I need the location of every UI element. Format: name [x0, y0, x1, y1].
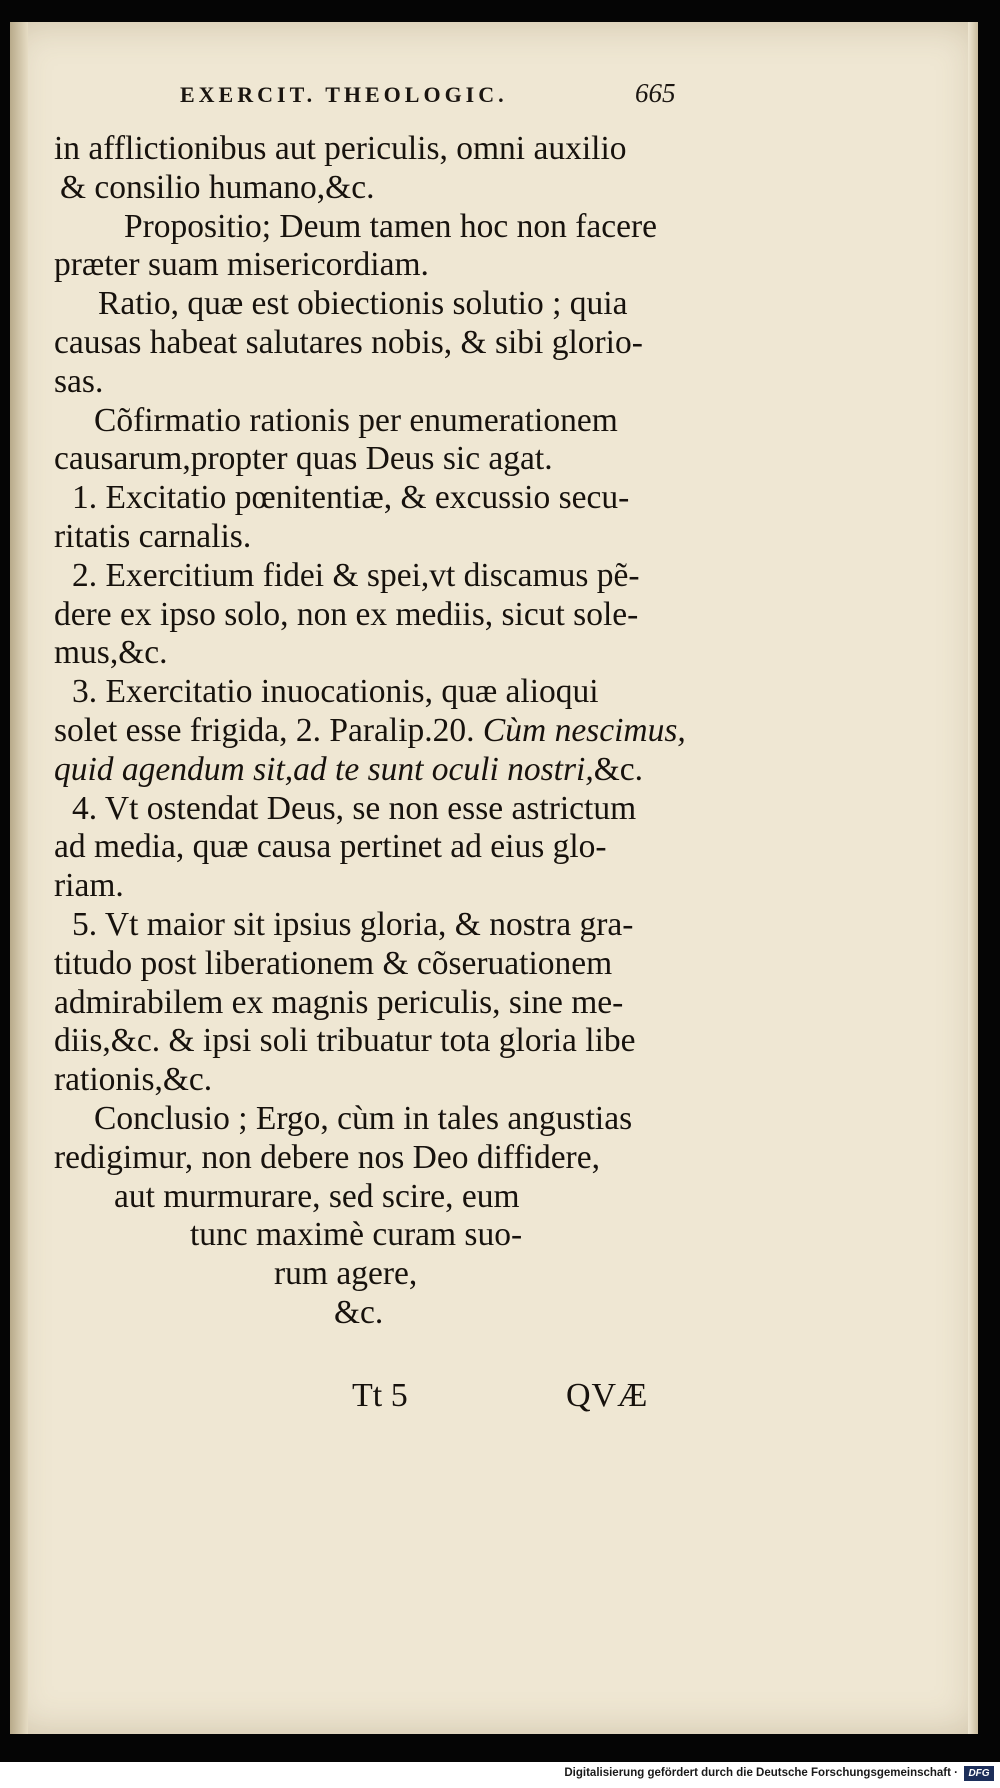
page-edge-left: [10, 22, 28, 1734]
text-line-roman: ad media, quæ causa pertinet ad eius glo-: [54, 828, 607, 866]
text-line: [54, 440, 694, 479]
text-line: [54, 945, 694, 984]
text-line-roman: rum agere,: [274, 1255, 418, 1293]
text-line-italic: Cùm nescimus,: [482, 711, 686, 749]
text-line: [54, 479, 694, 518]
text-line: [54, 363, 694, 402]
text-line-roman: Ratio, quæ est obiectionis solutio ; quia: [98, 285, 628, 323]
text-line: [54, 596, 694, 635]
footer-bar: [0, 1762, 1000, 1788]
text-line-roman: causarum,propter quas Deus sic agat.: [54, 440, 553, 478]
body-text: [54, 130, 694, 1333]
text-line-roman: rationis,&c.: [54, 1061, 213, 1099]
text-line: [54, 246, 694, 285]
text-line-roman: 1. Excitatio pœnitentiæ, & excussio secu-: [72, 479, 630, 517]
dfg-logo: DFG: [964, 1766, 994, 1781]
text-line: [54, 169, 694, 208]
text-line: [54, 1255, 694, 1294]
text-line: [54, 984, 694, 1023]
page-header: [10, 72, 978, 112]
text-line: [54, 828, 694, 867]
text-line: [54, 557, 694, 596]
text-line-roman: redigimur, non debere nos Deo diffidere,: [54, 1138, 600, 1176]
text-line: [54, 1022, 694, 1061]
text-line-roman: & consilio humano,&c.: [60, 168, 375, 206]
text-line: [54, 790, 694, 829]
text-line-roman: aut murmurare, sed scire, eum: [114, 1177, 520, 1215]
text-line-roman: &c.: [334, 1293, 384, 1331]
text-line: [54, 518, 694, 557]
text-line: [54, 673, 694, 712]
signature-mark: Tt 5: [352, 1377, 408, 1414]
text-line: [54, 1061, 694, 1100]
text-line: [54, 906, 694, 945]
page-number: 665: [635, 78, 676, 108]
text-line-roman: Propositio; Deum tamen hoc non facere: [124, 207, 658, 245]
text-line-roman: præter suam misericordiam.: [54, 246, 429, 284]
catchline: [10, 1377, 978, 1427]
text-line: [54, 867, 694, 906]
catchword: QVÆ: [566, 1377, 649, 1414]
text-line: [54, 208, 694, 247]
text-line: [54, 285, 694, 324]
text-line-tail: &c.: [593, 750, 644, 788]
text-line-roman: Conclusio ; Ergo, cùm in tales angustias: [94, 1099, 633, 1137]
text-line-roman: solet esse frigida, 2. Paralip.20.: [54, 711, 483, 749]
text-line: [54, 1294, 694, 1333]
text-line: [54, 1139, 694, 1178]
digitization-credit: Digitalisierung gefördert durch die Deutsche Forschungsgemeinschaft ·: [564, 1767, 958, 1779]
text-line: [54, 751, 694, 790]
text-line: [54, 1178, 694, 1217]
text-line-roman: riam.: [54, 867, 124, 905]
text-line-roman: in afflictionibus aut periculis, omni auxilio: [54, 130, 627, 167]
text-line: [54, 324, 694, 363]
text-line-roman: causas habeat salutares nobis, & sibi glorio-: [54, 323, 643, 361]
text-line: [54, 130, 694, 169]
text-line-roman: diis,&c. & ipsi soli tribuatur tota gloria libe: [54, 1022, 636, 1060]
text-line: [54, 1100, 694, 1139]
text-line: [54, 634, 694, 673]
text-line-roman: 5. Vt maior sit ipsius gloria, & nostra gra-: [72, 905, 634, 943]
text-line-roman: sas.: [54, 362, 104, 400]
text-line-roman: tunc maximè curam suo-: [190, 1216, 523, 1254]
page-edge-right: [968, 22, 978, 1734]
text-line: [54, 402, 694, 441]
text-line: [54, 712, 694, 751]
text-line-roman: titudo post liberationem & cõseruationem: [54, 944, 613, 982]
text-line-roman: mus,&c.: [54, 634, 168, 672]
text-line-roman: Cõfirmatio rationis per enumerationem: [94, 401, 618, 439]
text-line-roman: 4. Vt ostendat Deus, se non esse astrictum: [72, 789, 637, 827]
text-line-italic: quid agendum sit,ad te sunt oculi nostri,: [54, 750, 594, 788]
text-line-roman: 3. Exercitatio inuocationis, quæ alioqui: [72, 673, 599, 711]
text-line: [54, 1216, 694, 1255]
text-line-roman: 2. Exercitium fidei & spei,vt discamus pẽ-: [72, 556, 640, 594]
book-page: [10, 22, 978, 1734]
text-line-roman: ritatis carnalis.: [54, 517, 252, 555]
running-head: EXERCIT. THEOLOGIC.: [180, 82, 508, 107]
text-line-roman: dere ex ipso solo, non ex mediis, sicut sole-: [54, 595, 639, 633]
text-line-roman: admirabilem ex magnis periculis, sine me-: [54, 983, 624, 1021]
